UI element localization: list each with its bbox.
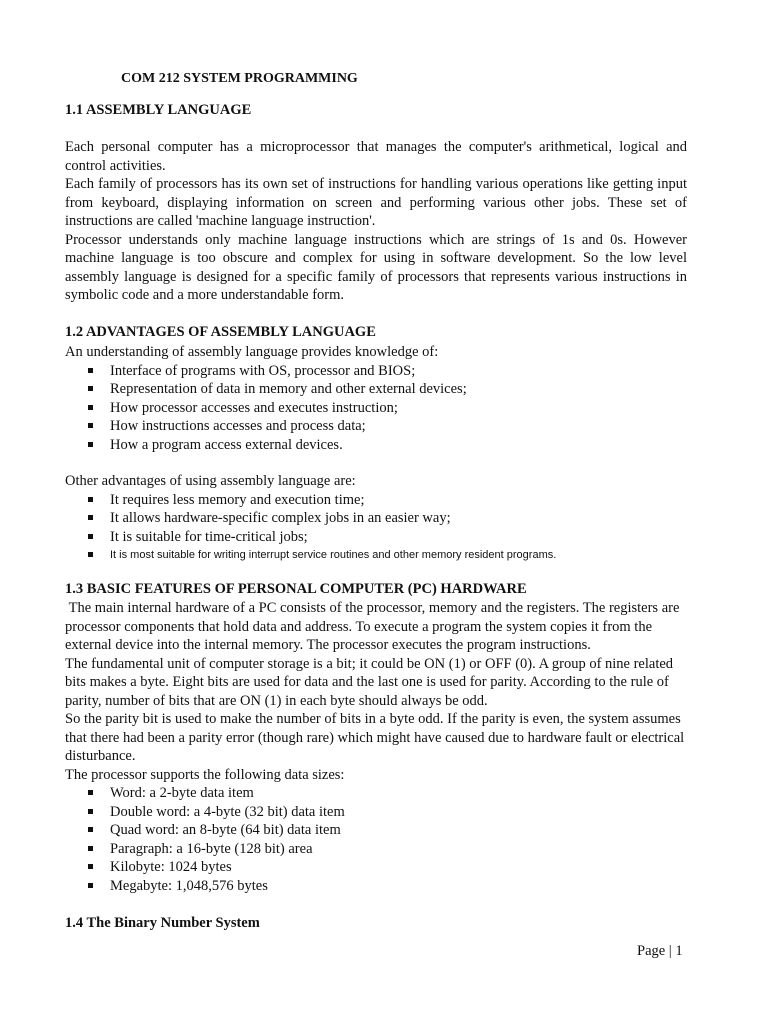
bullet-list [65,491,687,565]
square-bullet-icon [88,790,93,795]
section-pc-hardware-body [65,599,687,895]
page-number-footer: Page | 1 [637,943,683,959]
paragraph: Other advantages of using assembly language are: [65,473,356,489]
list-item: How instructions accesses and process data; [65,417,687,436]
section-heading-binary-number-system: 1.4 The Binary Number System [65,915,260,931]
square-bullet-icon [88,883,93,888]
document-title: COM 212 SYSTEM PROGRAMMING [121,71,358,86]
paragraph: An understanding of assembly language provides knowledge of: [65,344,439,360]
paragraph: Processor understands only machine language instructions which are strings of 1s and 0s. However machine language is too obscure and complex for using in software development. So the low level assembly language is designed for a specific family of processors that represents various instructions in symbolic code and a more understandable form. [65,231,687,303]
square-bullet-icon [88,846,93,851]
paragraph: The fundamental unit of computer storage is a bit; it could be ON (1) or OFF (0). A group of nine related bits makes a byte. Eight bits are used for data and the last one is used for parity. According to the rule of parity, number of bits that are ON (1) in each byte should always be odd. [65,655,674,709]
paragraph: Each personal computer has a microprocessor that manages the computer's arithmetical, logical and control activities. [65,139,687,174]
section-heading-pc-hardware: 1.3 BASIC FEATURES OF PERSONAL COMPUTER (PC) HARDWARE [65,581,527,597]
paragraph: So the parity bit is used to make the number of bits in a byte odd. If the parity is even, the system assumes that there had been a parity error (though rare) which might have caused due to hardware fault or electrical disturbance. [65,711,685,764]
square-bullet-icon [88,442,93,447]
list-item: Paragraph: a 16-byte (128 bit) area [65,840,687,859]
list-item: Interface of programs with OS, processor and BIOS; [65,362,687,381]
square-bullet-icon [88,864,93,869]
section-advantages-body [65,343,687,454]
square-bullet-icon [88,552,93,557]
bullet-list [65,784,687,895]
list-item: It requires less memory and execution time; [65,491,687,510]
list-item: Representation of data in memory and other external devices; [65,380,687,399]
list-item: Megabyte: 1,048,576 bytes [65,877,687,896]
section-other-advantages-body [65,472,687,565]
square-bullet-icon [88,515,93,520]
section-assembly-language-body [65,138,687,305]
bullet-list [65,362,687,455]
list-item: Word: a 2-byte data item [65,784,687,803]
square-bullet-icon [88,809,93,814]
section-heading-assembly-language: 1.1 ASSEMBLY LANGUAGE [65,102,252,118]
square-bullet-icon [88,534,93,539]
list-item: Quad word: an 8-byte (64 bit) data item [65,821,687,840]
square-bullet-icon [88,827,93,832]
square-bullet-icon [88,386,93,391]
list-item: It allows hardware-specific complex jobs in an easier way; [65,509,687,528]
list-item: How a program access external devices. [65,436,687,455]
square-bullet-icon [88,405,93,410]
square-bullet-icon [88,497,93,502]
list-item: How processor accesses and executes instruction; [65,399,687,418]
list-item: Kilobyte: 1024 bytes [65,858,687,877]
paragraph: The processor supports the following data sizes: [65,766,345,783]
paragraph: The main internal hardware of a PC consists of the processor, memory and the registers. The registers are processor components that hold data and address. To execute a program the system copies it from the external device into the internal memory. The processor executes the program instructions. [65,600,684,653]
paragraph: Each family of processors has its own set of instructions for handling various operations like getting input from keyboard, displaying information on screen and performing various other jobs. These set of instructions are called 'machine language instruction'. [65,176,687,229]
section-heading-advantages: 1.2 ADVANTAGES OF ASSEMBLY LANGUAGE [65,324,376,340]
list-item: It is suitable for time-critical jobs; [65,528,687,547]
square-bullet-icon [88,423,93,428]
list-item: It is most suitable for writing interrupt service routines and other memory resident programs. [65,546,687,565]
square-bullet-icon [88,368,93,373]
list-item: Double word: a 4-byte (32 bit) data item [65,803,687,822]
